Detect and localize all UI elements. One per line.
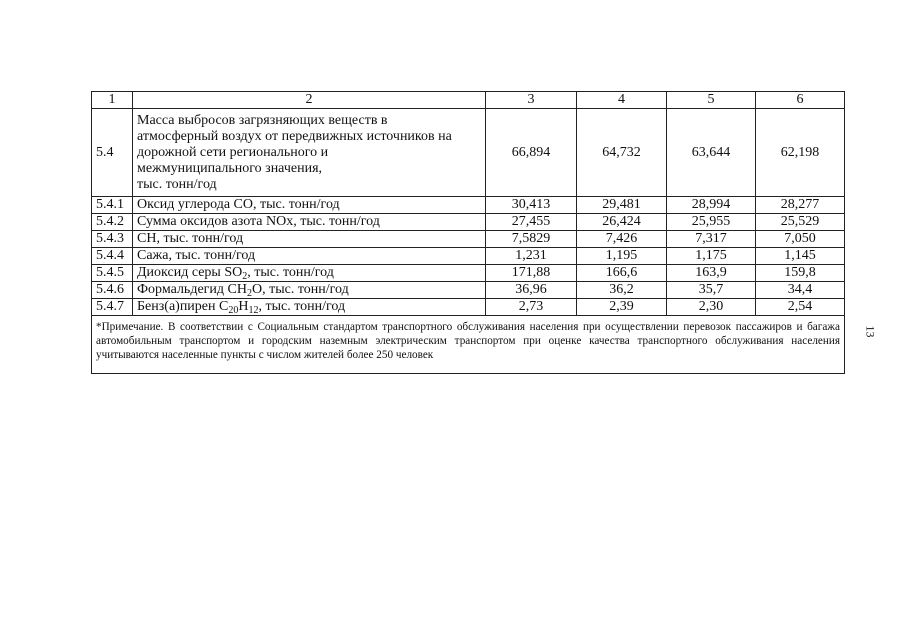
name-part: Диоксид серы SO xyxy=(137,265,243,280)
value-cell: 25,955 xyxy=(667,214,756,231)
header-cell: 3 xyxy=(486,92,577,109)
value-cell: 1,175 xyxy=(667,248,756,265)
value-cell: 7,317 xyxy=(667,231,756,248)
value-cell: 7,050 xyxy=(756,231,845,248)
row-name xyxy=(133,282,486,299)
value-cell: 1,145 xyxy=(756,248,845,265)
subscript: 2 xyxy=(246,288,252,299)
subscript: 12 xyxy=(248,305,259,316)
value-cell: 62,198 xyxy=(756,109,845,197)
name-part: , тыс. тонн/год xyxy=(258,299,346,314)
name-part: Н xyxy=(238,299,249,314)
value-cell: 25,529 xyxy=(756,214,845,231)
name-part: , тыс. тонн/год xyxy=(247,265,334,280)
row-name: СН, тыс. тонн/год xyxy=(133,231,486,248)
table-row xyxy=(92,248,845,265)
table-row xyxy=(92,197,845,214)
value-cell: 2,73 xyxy=(486,299,577,316)
table-row xyxy=(92,109,845,197)
row-name: Сажа, тыс. тонн/год xyxy=(133,248,486,265)
value-cell: 64,732 xyxy=(577,109,667,197)
table-row xyxy=(92,265,845,282)
value-cell: 159,8 xyxy=(756,265,845,282)
row-name-line: Масса выбросов загрязняющих веществ в xyxy=(137,112,388,128)
name-part: Формальдегид СН xyxy=(137,282,247,297)
value-cell: 2,30 xyxy=(667,299,756,316)
row-name: Оксид углерода СО, тыс. тонн/год xyxy=(133,197,486,214)
row-number: 5.4 xyxy=(92,109,133,197)
table-header-row xyxy=(92,92,845,109)
value-cell: 35,7 xyxy=(667,282,756,299)
row-name xyxy=(133,299,486,316)
table-row xyxy=(92,231,845,248)
header-cell: 2 xyxy=(133,92,486,109)
value-cell: 63,644 xyxy=(667,109,756,197)
value-cell: 34,4 xyxy=(756,282,845,299)
value-cell: 2,54 xyxy=(756,299,845,316)
row-name-line: тыс. тонн/год xyxy=(137,176,217,192)
value-cell: 171,88 xyxy=(486,265,577,282)
row-name-line: атмосферный воздух от передвижных источников на xyxy=(137,128,452,144)
row-number: 5.4.7 xyxy=(92,299,133,316)
row-number: 5.4.4 xyxy=(92,248,133,265)
value-cell: 7,426 xyxy=(577,231,667,248)
value-cell: 29,481 xyxy=(577,197,667,214)
header-cell: 1 xyxy=(92,92,133,109)
row-number: 5.4.3 xyxy=(92,231,133,248)
name-part: О, тыс. тонн/год xyxy=(251,282,349,297)
value-cell: 7,5829 xyxy=(486,231,577,248)
row-name-line: дорожной сети регионального и xyxy=(137,144,329,160)
subscript: 2 xyxy=(242,271,248,282)
row-name-line: межмуниципального значения, xyxy=(137,160,323,176)
value-cell: 166,6 xyxy=(577,265,667,282)
note-text: *Примечание. В соответствии с Социальным стандартом транспортного обслуживания населения при осуществлении перевозок пассажиров и багажа автомобильным транспортом и городским наземным электрическим транспортом при оценке качества транспортного обслуживания населения учитываются населенные пункты с числом жителей более 250 человек xyxy=(92,316,845,374)
value-cell: 1,195 xyxy=(577,248,667,265)
value-cell: 36,96 xyxy=(486,282,577,299)
row-name: Сумма оксидов азота NOх, тыс. тонн/год xyxy=(133,214,486,231)
note-row xyxy=(92,316,845,374)
value-cell: 36,2 xyxy=(577,282,667,299)
value-cell: 2,39 xyxy=(577,299,667,316)
value-cell: 28,277 xyxy=(756,197,845,214)
value-cell: 1,231 xyxy=(486,248,577,265)
row-number: 5.4.5 xyxy=(92,265,133,282)
row-name xyxy=(133,109,486,197)
header-cell: 4 xyxy=(577,92,667,109)
table-row xyxy=(92,214,845,231)
value-cell: 66,894 xyxy=(486,109,577,197)
value-cell: 30,413 xyxy=(486,197,577,214)
subscript: 20 xyxy=(228,305,239,316)
value-cell: 163,9 xyxy=(667,265,756,282)
row-number: 5.4.1 xyxy=(92,197,133,214)
value-cell: 26,424 xyxy=(577,214,667,231)
table-row xyxy=(92,282,845,299)
header-cell: 6 xyxy=(756,92,845,109)
value-cell: 28,994 xyxy=(667,197,756,214)
table-row xyxy=(92,299,845,316)
row-number: 5.4.6 xyxy=(92,282,133,299)
indicators-table xyxy=(91,91,845,374)
value-cell: 27,455 xyxy=(486,214,577,231)
name-part: Бенз(а)пирен С xyxy=(137,299,229,314)
page-number: 13 xyxy=(863,325,878,338)
header-cell: 5 xyxy=(667,92,756,109)
row-name xyxy=(133,265,486,282)
row-number: 5.4.2 xyxy=(92,214,133,231)
